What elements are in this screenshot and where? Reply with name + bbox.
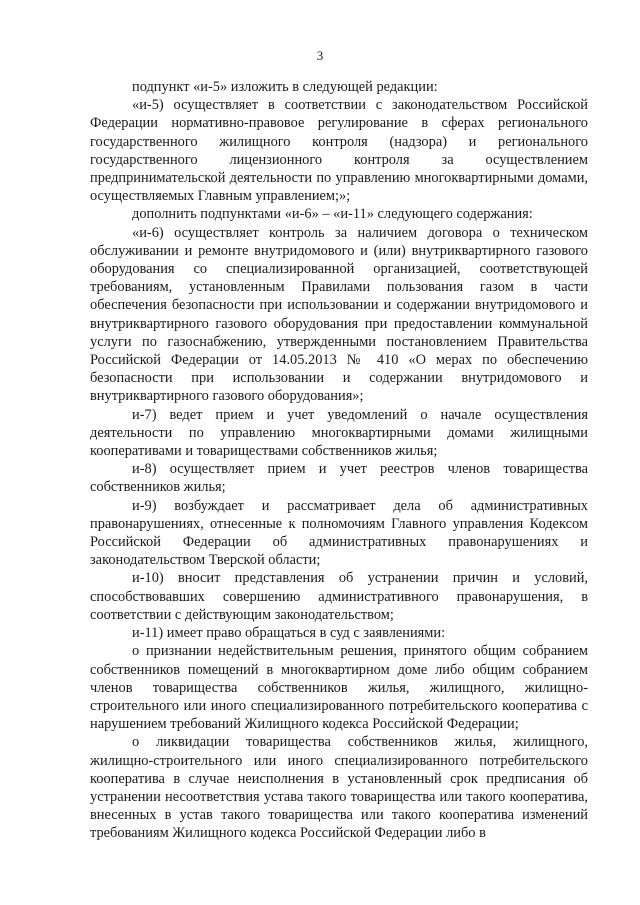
page-number: 3: [316, 48, 324, 63]
paragraph: и-7) ведет прием и учет уведомлений о начале осуществления деятельности по управлению многоквартирными домами жилищными кооперативами и товариществами собственников жилья;: [90, 406, 588, 460]
paragraph: о признании недействительным решения, принятого общим собранием собственников помещений в многоквартирном доме либо общим собранием членов товарищества собственников жилья, жилищного, жилищно-строительного или иного специализированного потребительского кооператива с нарушением требований Жилищного кодекса Российской Федерации;: [90, 643, 588, 733]
paragraph: подпункт «и-5» изложить в следующей редакции:: [132, 79, 438, 95]
paragraph: и-10) вносит представления об устранении причин и условий, способствовавших совершению административного правонарушения, в соответствии с действующим законодательством;: [90, 570, 588, 623]
document-body: [90, 78, 588, 843]
paragraph: о ликвидации товарищества собственников жилья, жилищного, жилищно-строительного или иного специализированного потребительского кооператива в случае неисполнения в установленный срок предписания об устранении несоответствия устава такого товарищества или такого кооператива, внесенных в устав такого товарищества или такого кооператива изменений требованиям Жилищного кодекса Российской Федерации либо в: [90, 734, 588, 842]
paragraph: и-8) осуществляет прием и учет реестров членов товарищества собственников жилья;: [90, 461, 588, 496]
paragraph: «и-5) осуществляет в соответствии с законодательством Российской Федерации нормативно-правовое регулирование в сферах регионального государственного жилищного контроля (надзора) и регионального государственного лицензионного контроля за осуществлением предпринимательской деятельности по управлению многоквартирными домами, осуществляемых Главным управлением;»;: [90, 97, 588, 205]
paragraph: дополнить подпунктами «и-6» – «и-11» следующего содержания:: [132, 206, 533, 223]
paragraph: «и-6) осуществляет контроль за наличием договора о техническом обслуживании и ремонте внутридомового и (или) внутриквартирного газового оборудования со специализированной организацией, соответствующей требованиям, установленным Правилами пользования газом в части обеспечения безопасности при использовании и содержании внутридомового и внутриквартирного газового оборудования при предоставлении коммунальной услуги по газоснабжению, утвержденными постановлением Правительства Российской Федерации от 14.05.2013 № 410 «О мерах по обеспечению безопасности при использовании и содержании внутридомового и внутриквартирного газового оборудования»;: [90, 224, 588, 405]
paragraph: и-11) имеет право обращаться в суд с заявлениями:: [132, 625, 446, 642]
paragraph: и-9) возбуждает и рассматривает дела об административных правонарушениях, отнесенные к полномочиям Главного управления Кодексом Российской Федерации об административных правонарушениях и законодательством Тверской области;: [90, 497, 588, 569]
